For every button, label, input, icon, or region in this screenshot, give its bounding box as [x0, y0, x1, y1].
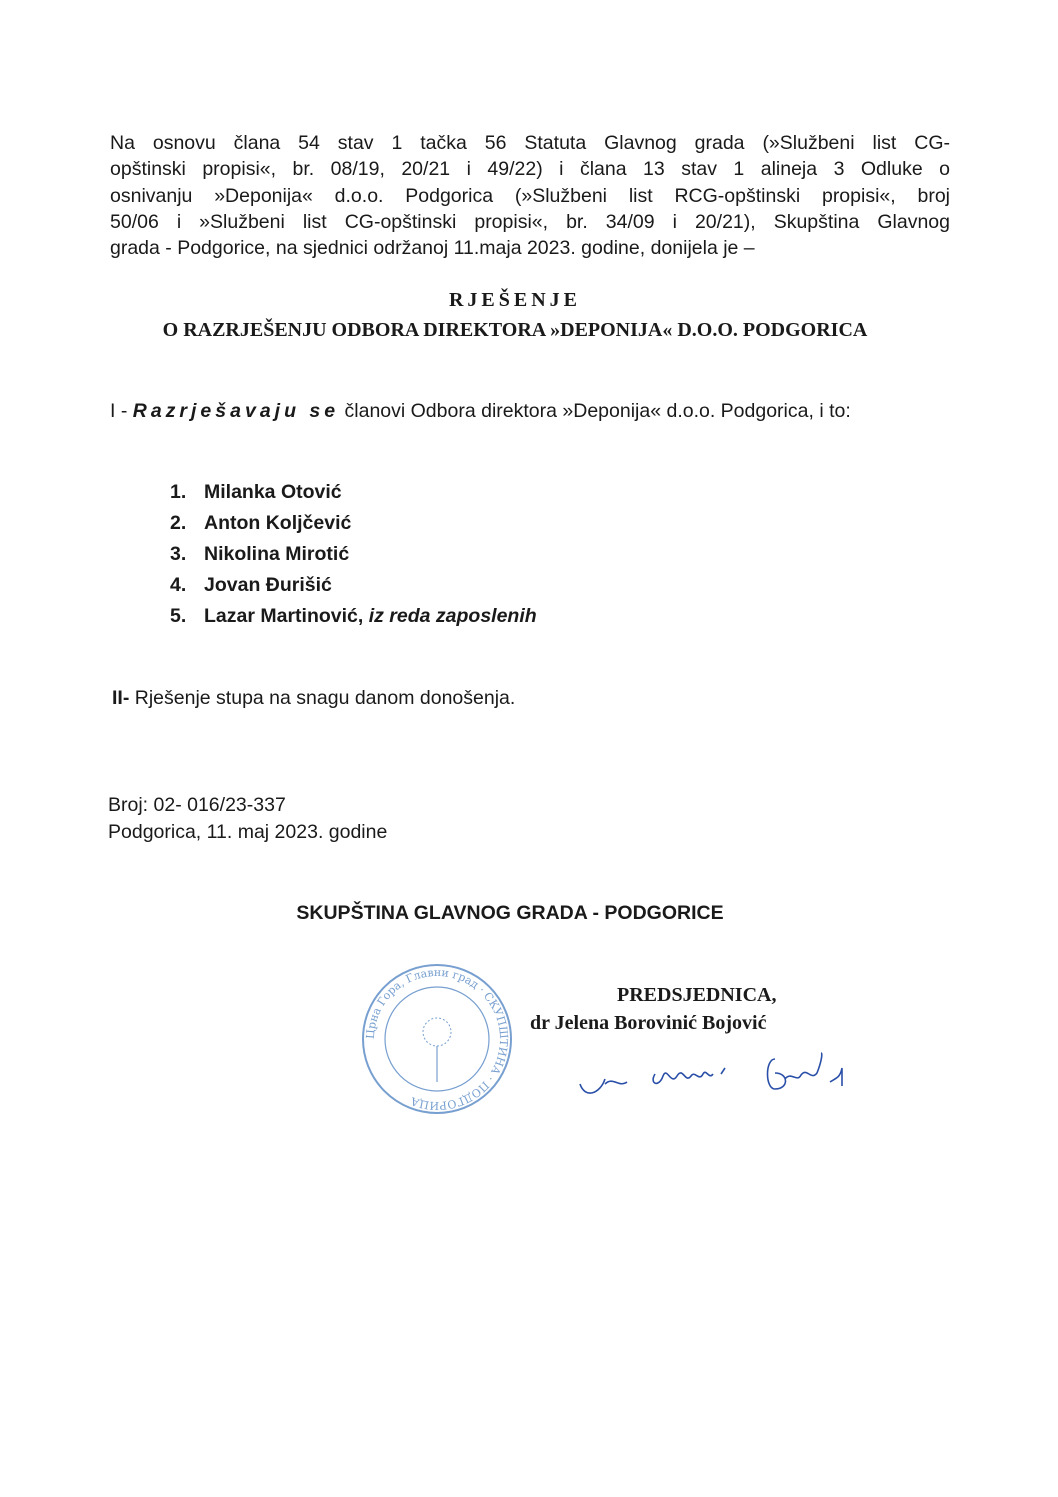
preamble-line: opštinski propisi«, br. 08/19, 20/21 i 49/22) i člana 13 stav 1 alineja 3 Odluke o: [110, 158, 950, 181]
item-number: 3.: [170, 543, 187, 565]
handwritten-signature-icon: [575, 1044, 875, 1104]
document-meta: [108, 792, 387, 846]
document-title: RJEŠENJE: [448, 289, 582, 311]
section-1-emphasis: Razrješavaju se: [132, 400, 340, 422]
preamble-line: osnivanju »Deponija« d.o.o. Podgorica (»Službeni list RCG-opštinski propisi«, broj: [110, 184, 950, 207]
item-number: 1.: [170, 481, 187, 503]
item-number: 2.: [170, 512, 187, 534]
member-note: iz reda zaposlenih: [363, 605, 537, 627]
document-number: Broj: 02- 016/23-337: [108, 794, 286, 816]
preamble-line: Na osnovu člana 54 stav 1 tačka 56 Statuta Glavnog grada (»Službeni list CG-: [110, 132, 950, 154]
member-name: Anton Koljčević: [204, 512, 352, 534]
member-name: Lazar Martinović,: [204, 605, 364, 627]
list-item: [170, 477, 537, 508]
item-number: 4.: [170, 574, 187, 596]
place-date: Podgorica, 11. maj 2023. godine: [108, 821, 388, 843]
official-stamp-icon: [360, 962, 514, 1116]
section-2: [112, 687, 515, 710]
section-2-text: Rješenje stupa na snagu danom donošenja.: [129, 687, 516, 709]
section-1-text: članovi Odbora direktora »Deponija« d.o.o. Podgorica, i to:: [339, 400, 851, 422]
list-item: [170, 508, 537, 539]
preamble-line: grada - Podgorice, na sjednici održanoj 11.maja 2023. godine, donijela je –: [110, 237, 755, 260]
list-item: [170, 601, 537, 632]
preamble-line: 50/06 i »Službeni list CG-opštinski propisi«, br. 34/09 i 20/21), Skupština Glavnog: [110, 210, 950, 233]
member-name: Nikolina Mirotić: [204, 543, 350, 565]
section-1-prefix: I -: [110, 400, 133, 422]
item-number: 5.: [170, 605, 187, 627]
section-2-prefix: II-: [112, 687, 130, 709]
preamble: [110, 130, 950, 261]
member-name: Milanka Otović: [204, 481, 342, 503]
signatory-title: PREDSJEDNICA,: [617, 984, 777, 1006]
list-item: [170, 570, 537, 601]
svg-text:Црна Гора, Главни град · СКУПШ: Црна Гора, Главни град · СКУПШТИНА · ПОДГОРИЦА: [363, 965, 511, 1113]
section-1: [110, 398, 950, 425]
list-item: [170, 539, 537, 570]
signatory-name: dr Jelena Borovinić Bojović: [530, 1012, 767, 1034]
organization-name: SKUPŠTINA GLAVNOG GRADA - PODGORICE: [296, 902, 724, 924]
member-name: Jovan Đurišić: [204, 574, 332, 596]
document-subtitle: O RAZRJEŠENJU ODBORA DIREKTORA »DEPONIJA« D.O.O. PODGORICA: [162, 319, 868, 341]
member-list: [170, 477, 537, 632]
